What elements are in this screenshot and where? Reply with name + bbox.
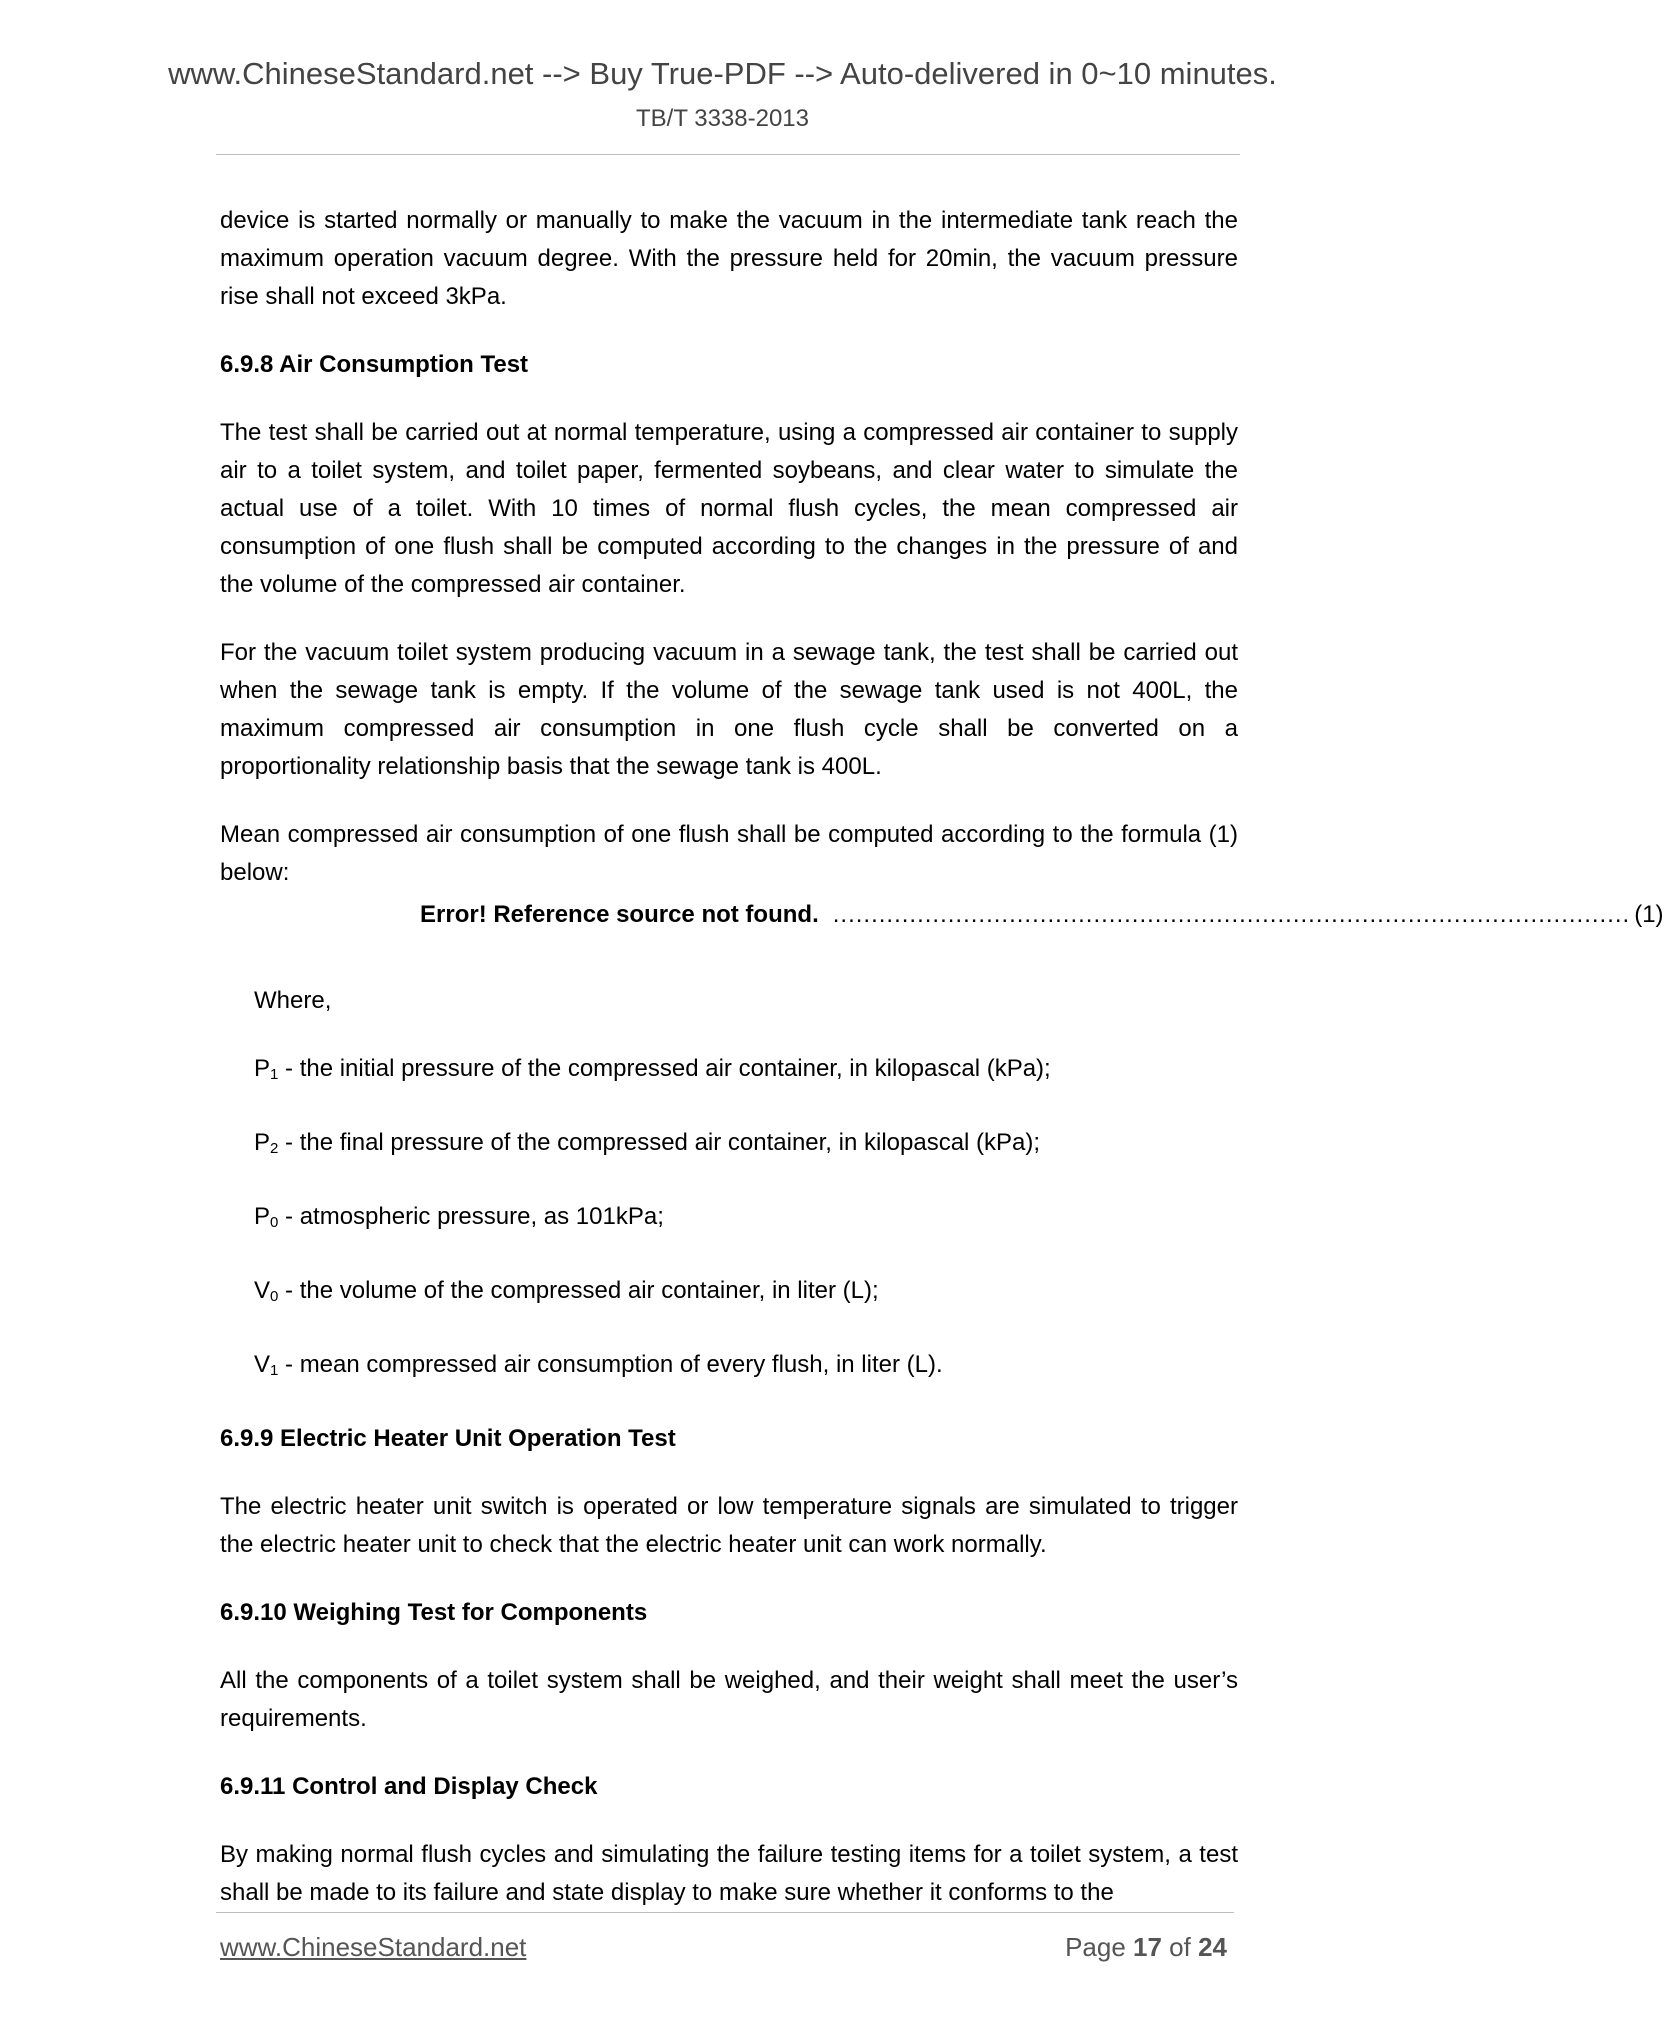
where-block bbox=[254, 982, 1238, 1390]
symbol: P bbox=[254, 1129, 271, 1156]
page-of: of bbox=[1161, 1932, 1199, 1962]
definition: - the volume of the compressed air container, in liter (L); bbox=[278, 1277, 879, 1304]
symbol-subscript: 0 bbox=[270, 1214, 279, 1231]
definition: - the final pressure of the compressed air container, in kilopascal (kPa); bbox=[278, 1129, 1041, 1156]
where-item-v1 bbox=[254, 1346, 1238, 1390]
definition: - atmospheric pressure, as 101kPa; bbox=[278, 1203, 664, 1230]
where-item-v0 bbox=[254, 1272, 1238, 1316]
heading-6-9-11: 6.9.11 Control and Display Check bbox=[220, 1773, 598, 1800]
header-banner: www.ChineseStandard.net --> Buy True-PDF --> Auto-delivered in 0~10 minutes. bbox=[168, 56, 1277, 91]
page-total: 24 bbox=[1198, 1932, 1227, 1962]
page-prefix: Page bbox=[1065, 1932, 1134, 1962]
page-content bbox=[220, 202, 1664, 1942]
formula-number: (1) bbox=[1634, 901, 1664, 928]
formula-leader-dots: ........................................................................................................ bbox=[832, 901, 1631, 928]
symbol-subscript: 2 bbox=[270, 1140, 279, 1157]
paragraph-6-9-11: By making normal flush cycles and simulating the failure testing items for a toilet system, a test shall be made to its failure and state display to make sure whether it conforms to the bbox=[220, 1841, 1238, 1906]
where-label: Where, bbox=[254, 987, 332, 1014]
paragraph-6-9-8-1: The test shall be carried out at normal temperature, using a compressed air container to supply air to a toilet system, and toilet paper, fermented soybeans, and clear water to simulate the actual use of a toilet. With 10 times of normal flush cycles, the mean compressed air consumption of one flush shall be computed according to the changes in the pressure of and the volume of the compressed air container. bbox=[220, 419, 1238, 598]
paragraph-intro: device is started normally or manually to make the vacuum in the intermediate tank reach the maximum operation vacuum degree. With the pressure held for 20min, the vacuum pressure rise shall not exceed 3kPa. bbox=[220, 207, 1238, 310]
where-item-p0 bbox=[254, 1198, 1238, 1242]
definition: - mean compressed air consumption of every flush, in liter (L). bbox=[278, 1351, 943, 1378]
heading-6-9-10: 6.9.10 Weighing Test for Components bbox=[220, 1599, 648, 1626]
where-item-p1 bbox=[254, 1050, 1238, 1094]
symbol-subscript: 1 bbox=[270, 1362, 279, 1379]
heading-6-9-8: 6.9.8 Air Consumption Test bbox=[220, 351, 529, 378]
symbol: P bbox=[254, 1055, 271, 1082]
symbol: P bbox=[254, 1203, 271, 1230]
symbol: V bbox=[254, 1351, 271, 1378]
page-current: 17 bbox=[1133, 1932, 1162, 1962]
definition: - the initial pressure of the compressed air container, in kilopascal (kPa); bbox=[278, 1055, 1051, 1082]
heading-6-9-9: 6.9.9 Electric Heater Unit Operation Test bbox=[220, 1425, 676, 1452]
paragraph-6-9-8-2: For the vacuum toilet system producing vacuum in a sewage tank, the test shall be carried out when the sewage tank is empty. If the volume of the sewage tank used is not 400L, the maximum compressed air consumption in one flush cycle shall be converted on a proportionality relationship basis that the sewage tank is 400L. bbox=[220, 639, 1238, 780]
paragraph-6-9-8-3: Mean compressed air consumption of one flush shall be computed according to the formula (1) below: bbox=[220, 821, 1238, 886]
where-item-p2 bbox=[254, 1124, 1238, 1168]
symbol: V bbox=[254, 1277, 271, 1304]
symbol-subscript: 1 bbox=[270, 1066, 279, 1083]
paragraph-6-9-9: The electric heater unit switch is operated or low temperature signals are simulated to trigger the electric heater unit to check that the electric heater unit can work normally. bbox=[220, 1493, 1238, 1558]
document-number: TB/T 3338-2013 bbox=[635, 105, 809, 132]
page-indicator bbox=[1065, 1932, 1227, 1963]
formula-line bbox=[220, 896, 1664, 934]
header-divider bbox=[216, 154, 1240, 155]
footer-divider bbox=[216, 1912, 1234, 1913]
paragraph-6-9-10: All the components of a toilet system shall be weighed, and their weight shall meet the user’s requirements. bbox=[220, 1667, 1238, 1732]
footer-website-link[interactable]: www.ChineseStandard.net bbox=[220, 1932, 527, 1962]
symbol-subscript: 0 bbox=[270, 1288, 279, 1305]
formula-error-text: Error! Reference source not found. bbox=[420, 901, 819, 928]
